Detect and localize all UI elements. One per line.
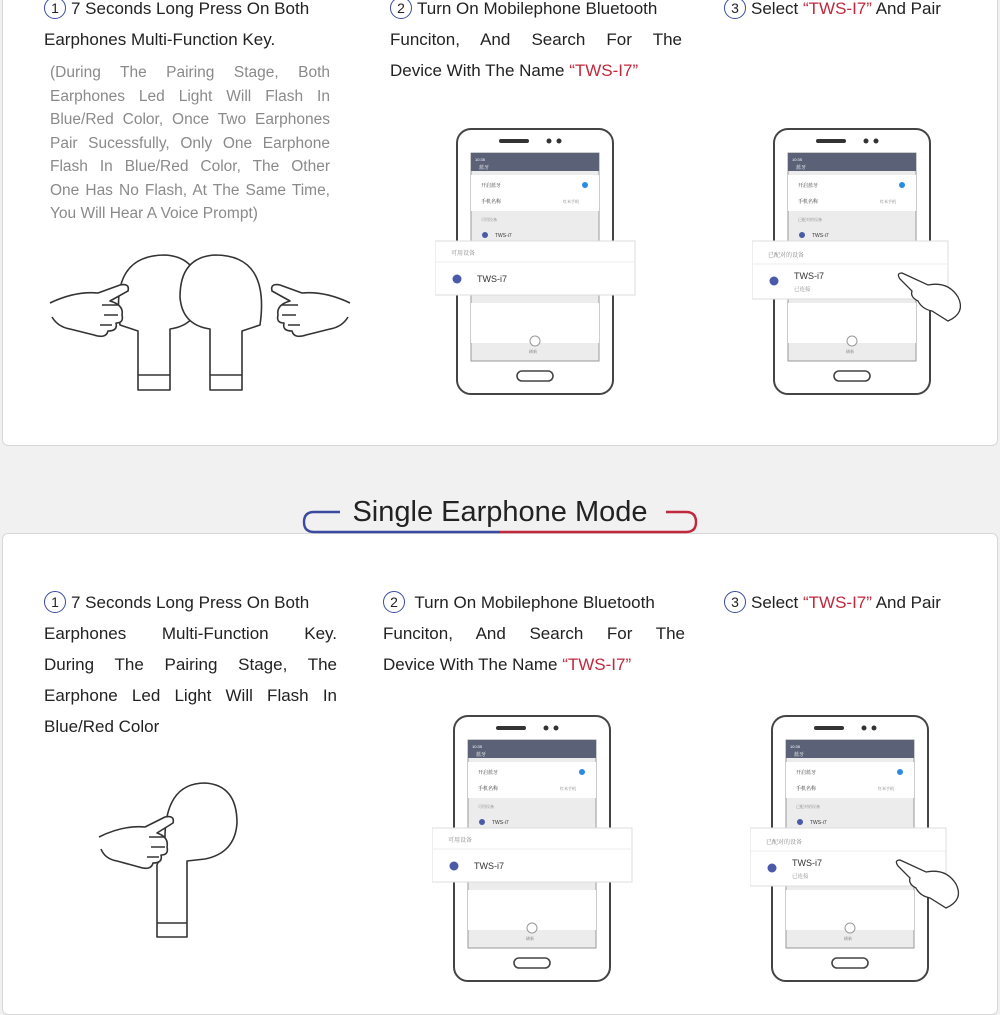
bluetooth-device-icon <box>768 864 777 873</box>
paired-label-small: 已配对的设备 <box>798 217 822 222</box>
step-text: Funciton, And Search For The <box>383 624 685 643</box>
toggle-on-icon[interactable] <box>897 769 903 775</box>
available-label-small: 可用设备 <box>481 217 497 222</box>
bt-switch-label: 开启蓝牙 <box>798 183 819 189</box>
step-number-badge: 2 <box>390 0 412 19</box>
phone-name-value: 红米手机 <box>880 199 896 204</box>
note-line: One Has No Flash, At The Same Time, <box>50 181 330 199</box>
phone-name-value: 红米手机 <box>560 786 576 791</box>
status-time: 10:35 <box>792 157 803 162</box>
top-step-2 <box>390 0 682 86</box>
bt-switch-label: 开启蓝牙 <box>481 183 502 189</box>
bt-switch-label: 开启蓝牙 <box>478 770 499 776</box>
phone-search-illustration <box>435 125 645 397</box>
phone-name-label: 手机名称 <box>481 199 502 205</box>
phone-name-label: 手机名称 <box>478 786 499 792</box>
single-earphone-illustration <box>95 775 295 945</box>
available-label-small: 可用设备 <box>478 804 494 809</box>
device-name-highlight: “TWS-I7” <box>562 655 632 674</box>
toggle-on-icon[interactable] <box>579 769 585 775</box>
device-list-item[interactable]: TWS-i7 <box>794 271 824 281</box>
device-list-item[interactable]: TWS-i7 <box>477 274 507 284</box>
paired-devices-label: 已配对的设备 <box>766 840 803 846</box>
step-number-badge: 3 <box>724 591 746 613</box>
note-line: You Will Hear A Voice Prompt) <box>50 205 258 222</box>
step-number-badge: 3 <box>724 0 746 19</box>
two-earphones-illustration <box>40 225 360 405</box>
note-line: Pair Sucessfully, Only One Earphone <box>50 134 330 152</box>
available-devices-popup <box>435 241 635 295</box>
bottom-step-1 <box>44 587 337 742</box>
pairing-note <box>50 61 330 226</box>
step-text: Device With The Name <box>383 655 563 674</box>
refresh-label: 刷新 <box>844 936 852 941</box>
step-text: Earphone Led Light Will Flash In <box>44 686 337 705</box>
device-name-highlight: “TWS-I7” <box>802 593 872 612</box>
available-devices-popup <box>432 828 632 882</box>
step-text: Select <box>751 593 803 612</box>
connected-status: 已连接 <box>792 874 809 880</box>
screen-header: 蓝牙 <box>796 165 807 171</box>
bottom-step-3 <box>724 587 994 618</box>
status-time: 10:35 <box>790 744 801 749</box>
refresh-label: 刷新 <box>846 349 854 354</box>
status-time: 10:35 <box>472 744 483 749</box>
device-list-item[interactable]: TWS-i7 <box>474 861 504 871</box>
toggle-on-icon[interactable] <box>899 182 905 188</box>
step-number-badge: 2 <box>383 591 405 613</box>
screen-header: 蓝牙 <box>794 752 805 758</box>
device-item-small: TWS-i7 <box>495 233 512 239</box>
phone-search-illustration-2 <box>432 712 642 984</box>
device-item-small: TWS-i7 <box>810 820 827 826</box>
note-line: Earphones Led Light Will Flash In <box>50 87 330 105</box>
paired-label-small: 已配对的设备 <box>796 804 820 809</box>
phone-paired-illustration-2 <box>750 712 970 984</box>
device-name-highlight: “TWS-I7” <box>569 61 639 80</box>
step-text: During The Pairing Stage, The <box>44 655 337 674</box>
phone-name-label: 手机名称 <box>798 199 819 205</box>
step-text: 7 Seconds Long Press On Both <box>71 0 310 18</box>
bottom-step-2 <box>383 587 685 680</box>
bt-switch-label: 开启蓝牙 <box>796 770 817 776</box>
phone-name-value: 红米手机 <box>878 786 894 791</box>
phone-name-value: 红米手机 <box>563 199 579 204</box>
step-text: And Pair <box>871 0 941 18</box>
step-text: And Pair <box>871 593 941 612</box>
toggle-on-icon[interactable] <box>582 182 588 188</box>
step-text: 7 Seconds Long Press On Both <box>71 593 310 612</box>
bluetooth-device-icon <box>453 275 462 284</box>
section-title: Single Earphone Mode <box>352 496 648 528</box>
phone-name-label: 手机名称 <box>796 786 817 792</box>
available-devices-label: 可用设备 <box>451 251 476 257</box>
bluetooth-device-icon <box>770 277 779 286</box>
bluetooth-device-icon <box>450 862 459 871</box>
step-text: Earphones Multi-Function Key. <box>44 30 276 49</box>
top-step-1 <box>44 0 344 55</box>
screen-header: 蓝牙 <box>476 752 487 758</box>
step-text: Turn On Mobilephone Bluetooth <box>414 593 655 612</box>
device-item-small: TWS-i7 <box>812 233 829 239</box>
refresh-label: 刷新 <box>529 349 537 354</box>
note-line: (During The Pairing Stage, Both <box>50 64 330 81</box>
step-text: Funciton, And Search For The <box>390 30 682 49</box>
available-devices-label: 可用设备 <box>448 838 473 844</box>
step-number-badge: 1 <box>44 0 66 19</box>
step-text: Blue/Red Color <box>44 717 160 736</box>
step-text: Turn On Mobilephone Bluetooth <box>417 0 658 18</box>
device-name-highlight: “TWS-I7” <box>802 0 872 18</box>
status-time: 10:35 <box>475 157 486 162</box>
device-item-small: TWS-i7 <box>492 820 509 826</box>
step-text: Device With The Name <box>390 61 570 80</box>
top-step-3 <box>724 0 994 24</box>
step-text: Select <box>751 0 803 18</box>
refresh-label: 刷新 <box>526 936 534 941</box>
section-title-frame <box>300 490 700 542</box>
note-line: Blue/Red Color, Once Two Earphones <box>50 111 330 128</box>
screen-header: 蓝牙 <box>479 165 490 171</box>
phone-paired-illustration <box>752 125 972 397</box>
step-text: Earphones Multi-Function Key. <box>44 624 337 643</box>
device-list-item[interactable]: TWS-i7 <box>792 858 822 868</box>
connected-status: 已连接 <box>794 287 811 293</box>
step-number-badge: 1 <box>44 591 66 613</box>
paired-devices-label: 已配对的设备 <box>768 253 805 259</box>
note-line: Flash In Blue/Red Color, The Other <box>50 158 330 175</box>
